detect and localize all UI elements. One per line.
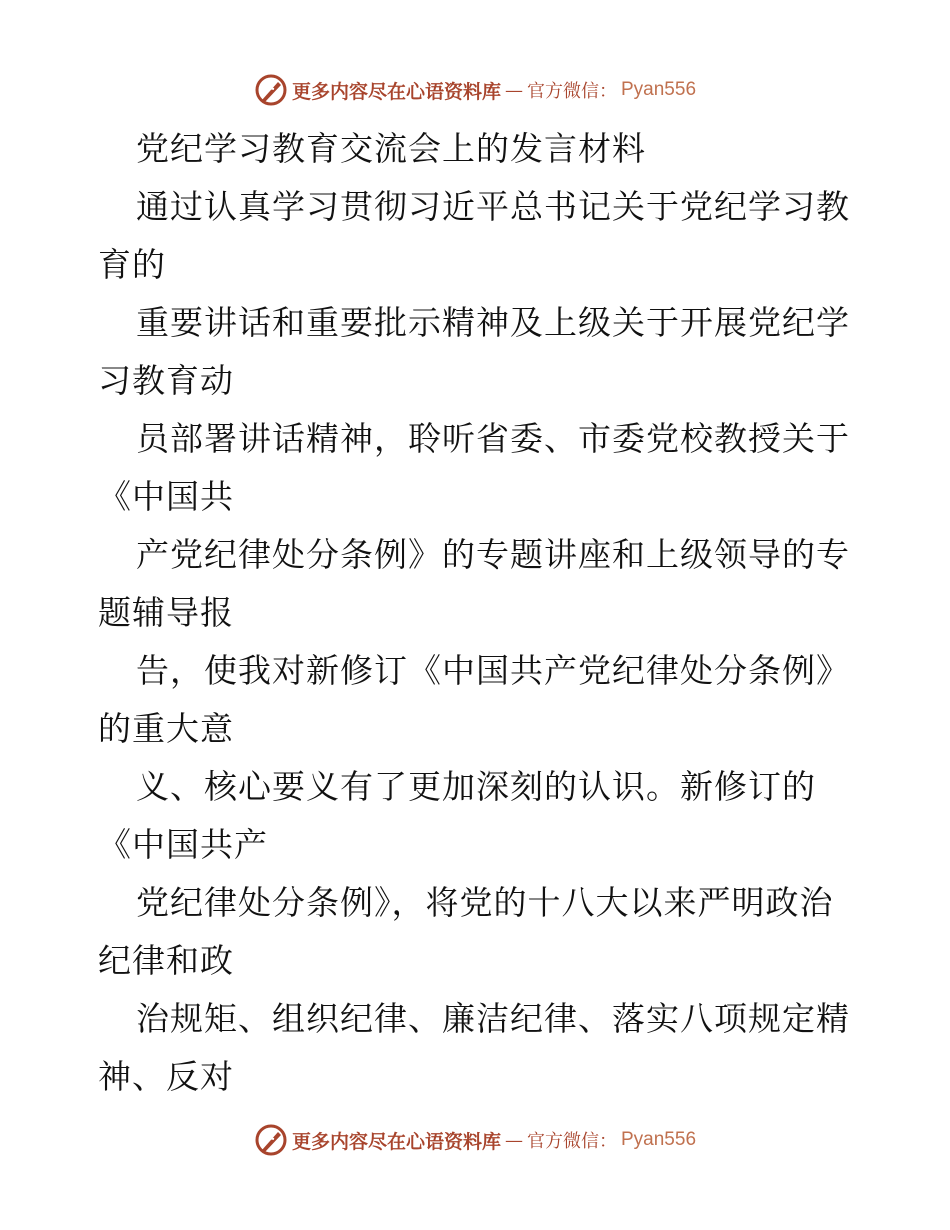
header-watermark xyxy=(0,70,950,110)
text-line: 义、核心要义有了更加深刻的认识。新修订的 xyxy=(136,767,816,806)
text-line: 党纪律处分条例》，将党的十八大以来严明政治 xyxy=(136,883,834,922)
watermark-text: 更多内容尽在心语资料库 xyxy=(291,1130,501,1153)
watermark-dash: — xyxy=(505,1129,523,1151)
quill-logo-icon xyxy=(254,1123,288,1157)
document-body xyxy=(98,120,858,1106)
text-line: 育的 xyxy=(98,245,166,284)
text-line: 治规矩、组织纪律、廉洁纪律、落实八项规定精 xyxy=(136,999,850,1038)
watermark-wechat-id: Pyan556 xyxy=(621,1129,697,1150)
text-line: 《中国共产 xyxy=(98,825,268,864)
text-line: 题辅导报 xyxy=(98,593,234,632)
watermark-wechat-label: 官方微信： xyxy=(527,81,617,102)
text-line: 重要讲话和重要批示精神及上级关于开展党纪学 xyxy=(136,303,850,342)
text-line: 《中国共 xyxy=(98,477,234,516)
text-line: 告，使我对新修订《中国共产党纪律处分条例》 xyxy=(136,651,850,690)
text-line: 产党纪律处分条例》的专题讲座和上级领导的专 xyxy=(136,535,850,574)
text-line: 的重大意 xyxy=(98,709,234,748)
watermark-wechat-id: Pyan556 xyxy=(621,79,697,100)
text-line: 神、反对 xyxy=(98,1057,234,1096)
text-line: 纪律和政 xyxy=(98,941,234,980)
footer-watermark xyxy=(0,1120,950,1160)
text-line: 通过认真学习贯彻习近平总书记关于党纪学习教 xyxy=(136,187,850,226)
document-title: 党纪学习教育交流会上的发言材料 xyxy=(136,129,646,168)
watermark-dash: — xyxy=(505,79,523,101)
quill-logo-icon xyxy=(254,73,288,107)
watermark-text: 更多内容尽在心语资料库 xyxy=(291,80,501,103)
text-line: 员部署讲话精神，聆听省委、市委党校教授关于 xyxy=(136,419,850,458)
text-line: 习教育动 xyxy=(98,361,234,400)
watermark-wechat-label: 官方微信： xyxy=(527,1131,617,1152)
